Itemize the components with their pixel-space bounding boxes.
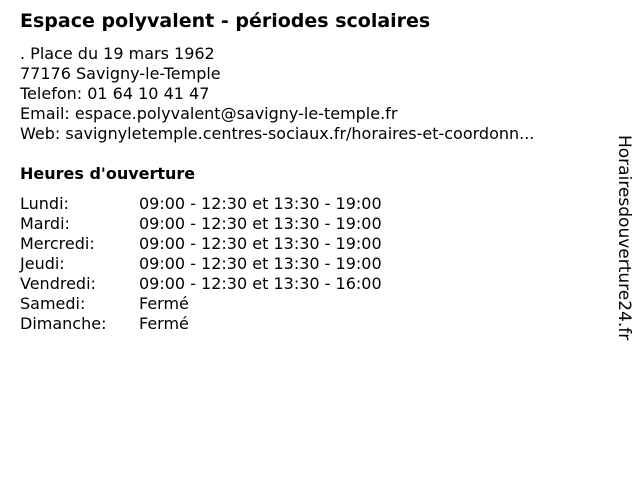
hours-row-thursday — [20, 254, 382, 274]
website-link: Web: savignyletemple.centres-sociaux.fr/horaires-et-coordonn... — [20, 124, 535, 143]
day-label: Mardi: — [20, 214, 70, 233]
hours-row-saturday — [20, 294, 382, 314]
hours-table — [20, 194, 382, 334]
city: 77176 Savigny-le-Temple — [20, 64, 221, 83]
time-range: Fermé — [139, 294, 189, 313]
time-range: 09:00 - 12:30 et 13:30 - 19:00 — [139, 214, 382, 233]
site-watermark-label: Horairesdouverture24.fr — [614, 135, 634, 341]
day-label: Samedi: — [20, 294, 86, 313]
page-title: Espace polyvalent - périodes scolaires — [20, 10, 431, 32]
hours-row-monday — [20, 194, 382, 214]
day-label: Mercredi: — [20, 234, 95, 253]
email-address: Email: espace.polyvalent@savigny-le-temple.fr — [20, 104, 398, 123]
day-label: Lundi: — [20, 194, 69, 213]
hours-row-friday — [20, 274, 382, 294]
time-range: 09:00 - 12:30 et 13:30 - 19:00 — [139, 194, 382, 213]
day-label: Jeudi: — [20, 254, 65, 273]
address-block — [20, 44, 534, 144]
time-range: 09:00 - 12:30 et 13:30 - 19:00 — [139, 254, 382, 273]
time-range: 09:00 - 12:30 et 13:30 - 16:00 — [139, 274, 382, 293]
day-label: Dimanche: — [20, 314, 107, 333]
time-range: 09:00 - 12:30 et 13:30 - 19:00 — [139, 234, 382, 253]
phone-number: Telefon: 01 64 10 41 47 — [20, 84, 210, 103]
street-address: . Place du 19 mars 1962 — [20, 44, 215, 63]
time-range: Fermé — [139, 314, 189, 333]
day-label: Vendredi: — [20, 274, 96, 293]
hours-heading: Heures d'ouverture — [20, 164, 196, 183]
hours-row-sunday — [20, 314, 382, 334]
hours-row-wednesday — [20, 234, 382, 254]
hours-row-tuesday — [20, 214, 382, 234]
